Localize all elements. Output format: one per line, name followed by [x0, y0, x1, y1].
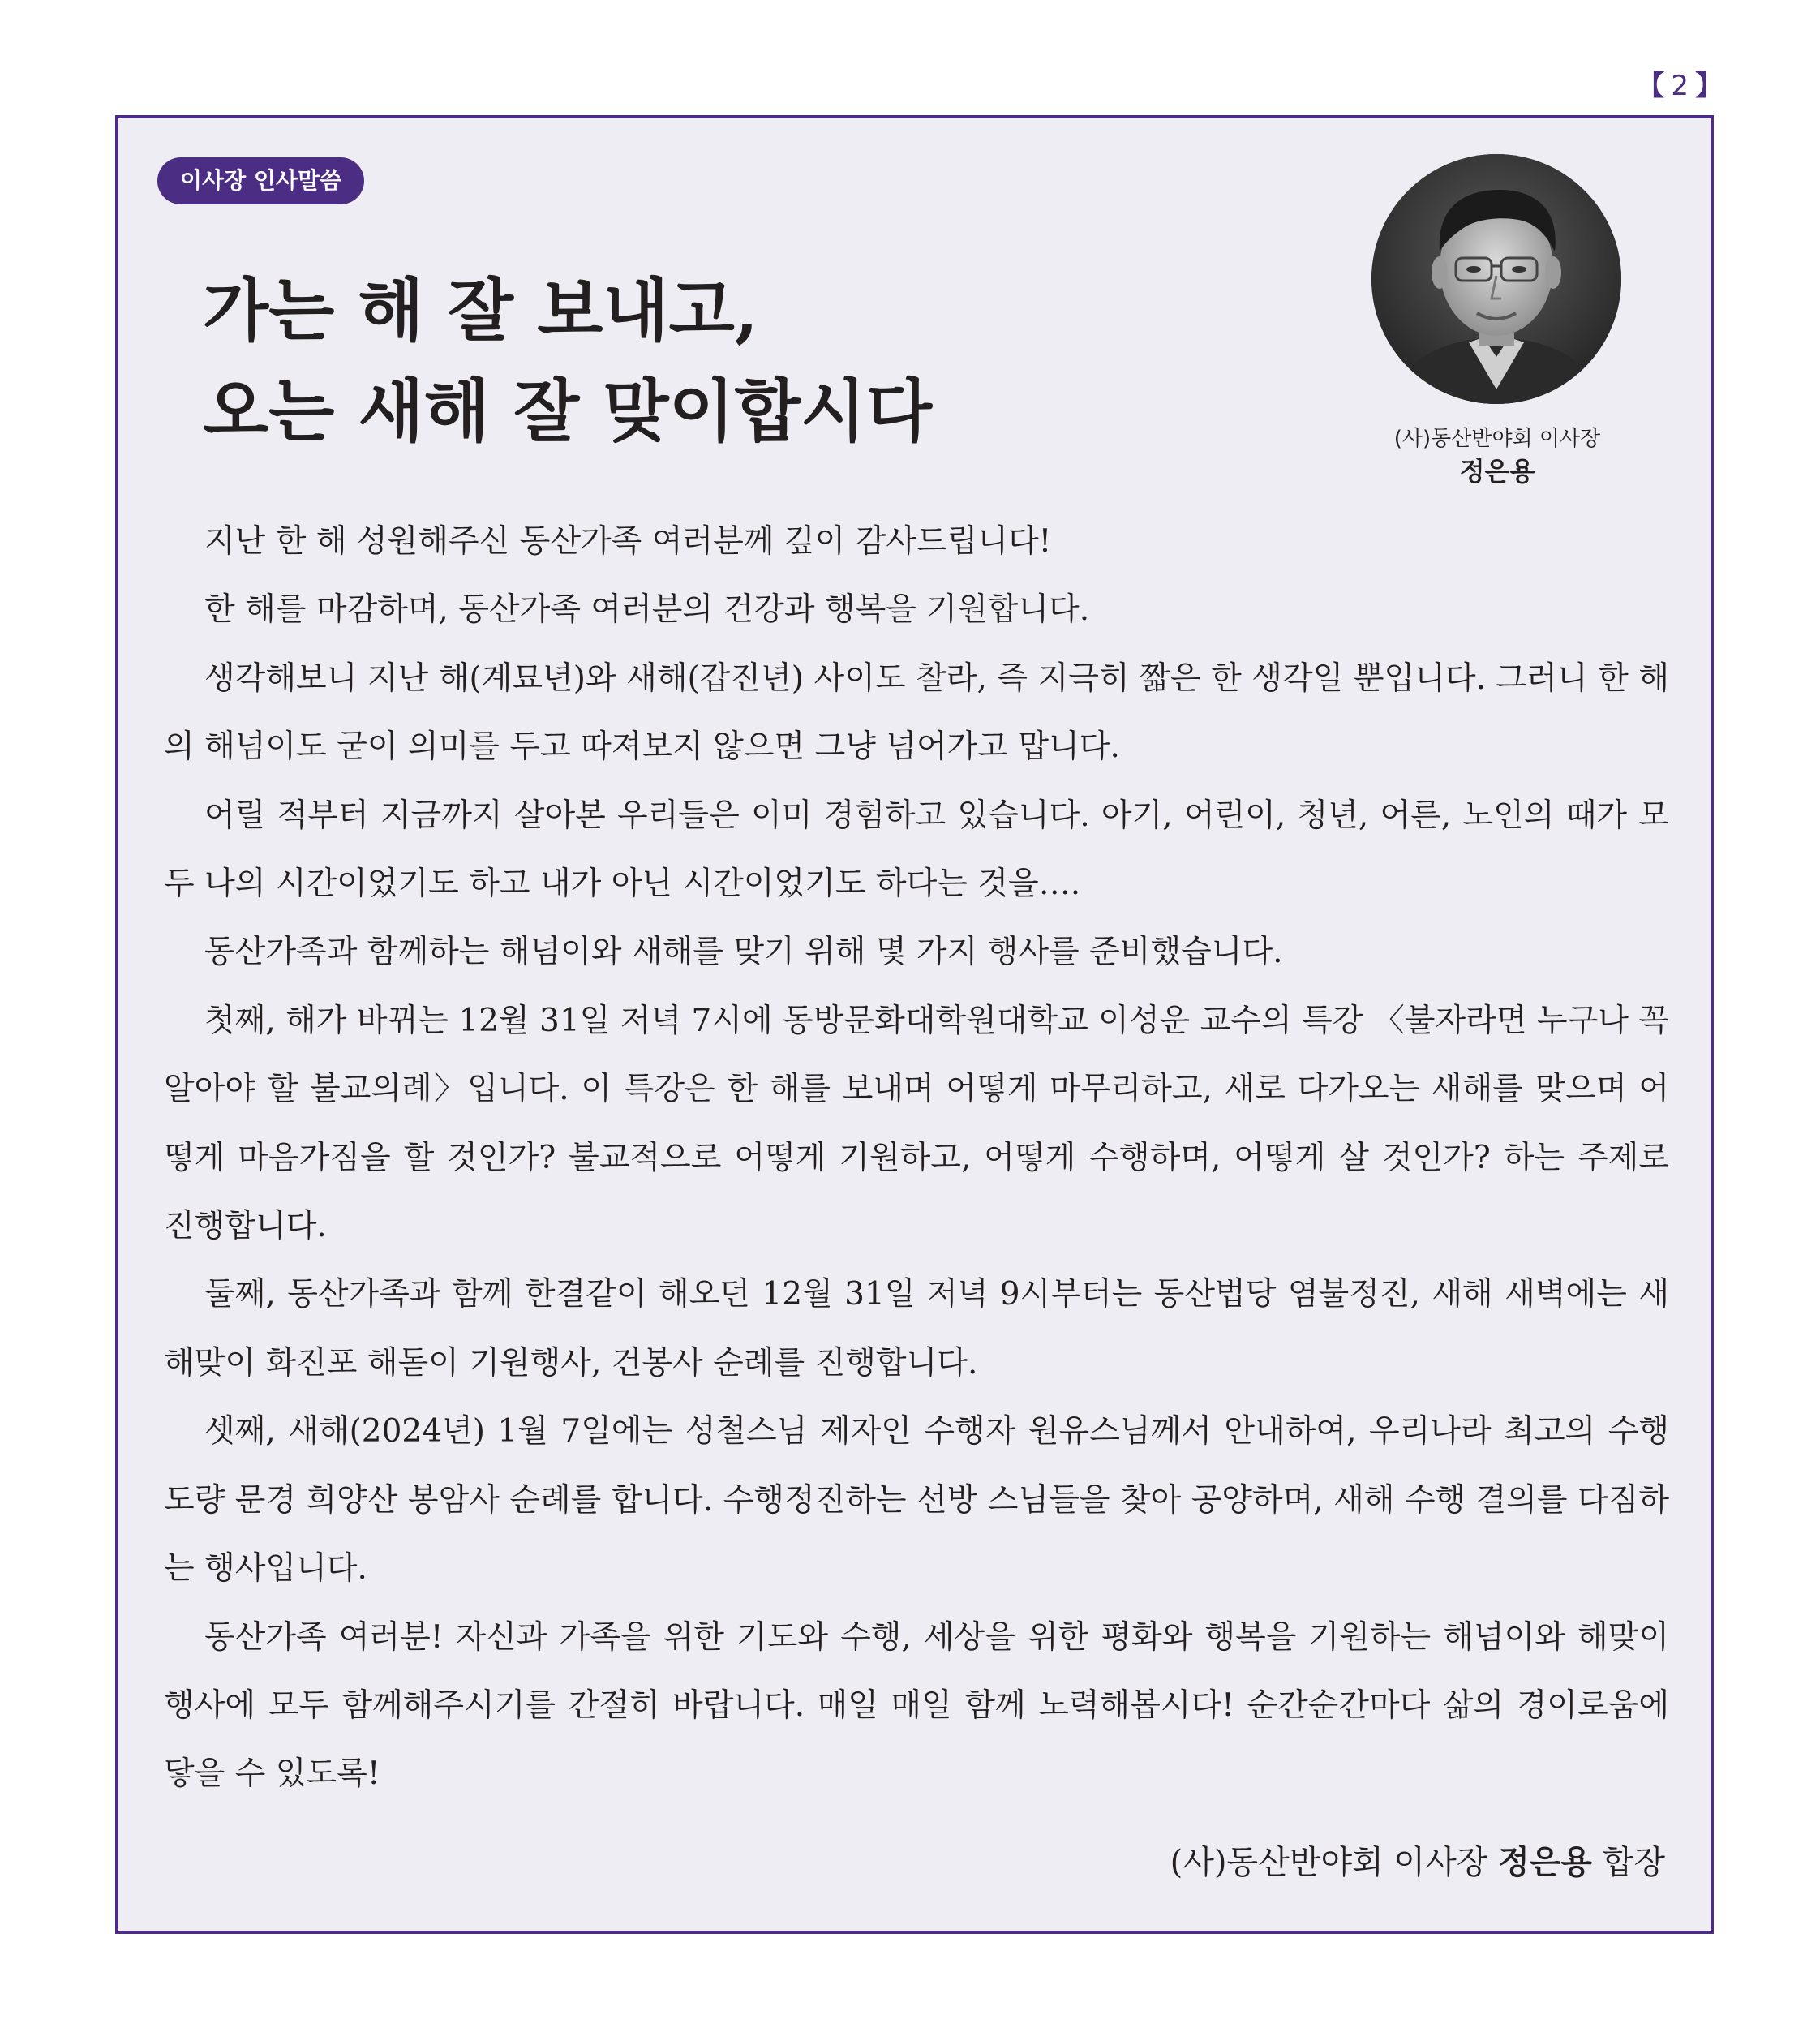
- signature-closing: 합장: [1602, 1844, 1665, 1881]
- article-title: [203, 260, 932, 462]
- paragraph: 셋째, 새해(2024년) 1월 7일에는 성철스님 제자인 수행자 원유스님께서 안내하여, 우리나라 최고의 수행도량 문경 희양산 봉암사 순례를 합니다. 수행정진하는 선방 스님들을 찾아 공양하며, 새해 수행 결의를 다짐하는 행사입니다.: [164, 1413, 1670, 1588]
- portrait-photo-icon: [1371, 154, 1621, 404]
- page-number-open-bracket: 【: [1637, 70, 1667, 102]
- author-role: (사)동산반야회 이사장: [1393, 427, 1601, 451]
- paragraph: 둘째, 동산가족과 함께 한결같이 해오던 12월 31일 저녁 9시부터는 동산법당 염불정진, 새해 새벽에는 새해맞이 화진포 해돋이 기원행사, 건봉사 순례를 진행합니다.: [164, 1276, 1669, 1381]
- greeting-panel: [115, 115, 1714, 1934]
- page-number-close-bracket: 】: [1695, 70, 1724, 102]
- portrait-photo: [1371, 154, 1621, 404]
- paragraph: 첫째, 해가 바뀌는 12월 31일 저녁 7시에 동방문화대학원대학교 이성운 교수의 특강 〈불자라면 누구나 꼭 알아야 할 불교의례〉입니다. 이 특강은 한 해를 보내며 어떻게 마무리하고, 새로 다가오는 새해를 맞으며 어떻게 마음가짐을 할 것인가? 불교적으로 어떻게 기원하고, 어떻게 수행하며, 어떻게 살 것인가? 하는 주제로 진행합니다.: [164, 1002, 1669, 1245]
- paragraph: 지난 한 해 성원해주신 동산가족 여러분께 깊이 감사드립니다!: [204, 523, 1052, 560]
- title-line-1: 가는 해 잘 보내고,: [203, 270, 758, 350]
- page-number: [1637, 63, 1724, 103]
- signature-name: 정은용: [1498, 1843, 1592, 1881]
- article-body: [164, 508, 1669, 1809]
- paragraph: 한 해를 마감하며, 동산가족 여러분의 건강과 행복을 기원합니다.: [204, 591, 1090, 629]
- paragraph: 어릴 적부터 지금까지 살아본 우리들은 이미 경험하고 있습니다. 아기, 어린이, 청년, 어른, 노인의 때가 모두 나의 시간이었기도 하고 내가 아닌 시간이었기도 하다는 것을….: [164, 797, 1669, 903]
- page-number-value: 2: [1671, 70, 1690, 102]
- signature: [1170, 1837, 1665, 1883]
- paragraph: 동산가족과 함께하는 해넘이와 새해를 맞기 위해 몇 가지 행사를 준비했습니다.: [204, 934, 1283, 971]
- paragraph: 생각해보니 지난 해(계묘년)와 새해(갑진년) 사이도 찰라, 즉 지극히 짧은 한 생각일 뿐입니다. 그러니 한 해의 해넘이도 굳이 의미를 두고 따져보지 않으면 그냥 넘어가고 맙니다.: [164, 660, 1669, 766]
- paragraph: 동산가족 여러분! 자신과 가족을 위한 기도와 수행, 세상을 위한 평화와 행복을 기원하는 해넘이와 해맞이 행사에 모두 함께해주시기를 간절히 바랍니다. 매일 매일 함께 노력해봅시다! 순간순간마다 삶의 경이로움에 닿을 수 있도록!: [164, 1618, 1669, 1793]
- author-name: 정은용: [1459, 456, 1535, 487]
- signature-org-role: (사)동산반야회 이사장: [1170, 1844, 1488, 1881]
- title-line-2: 오는 새해 잘 맞이합시다: [203, 371, 933, 451]
- section-badge: 이사장 인사말씀: [157, 157, 364, 204]
